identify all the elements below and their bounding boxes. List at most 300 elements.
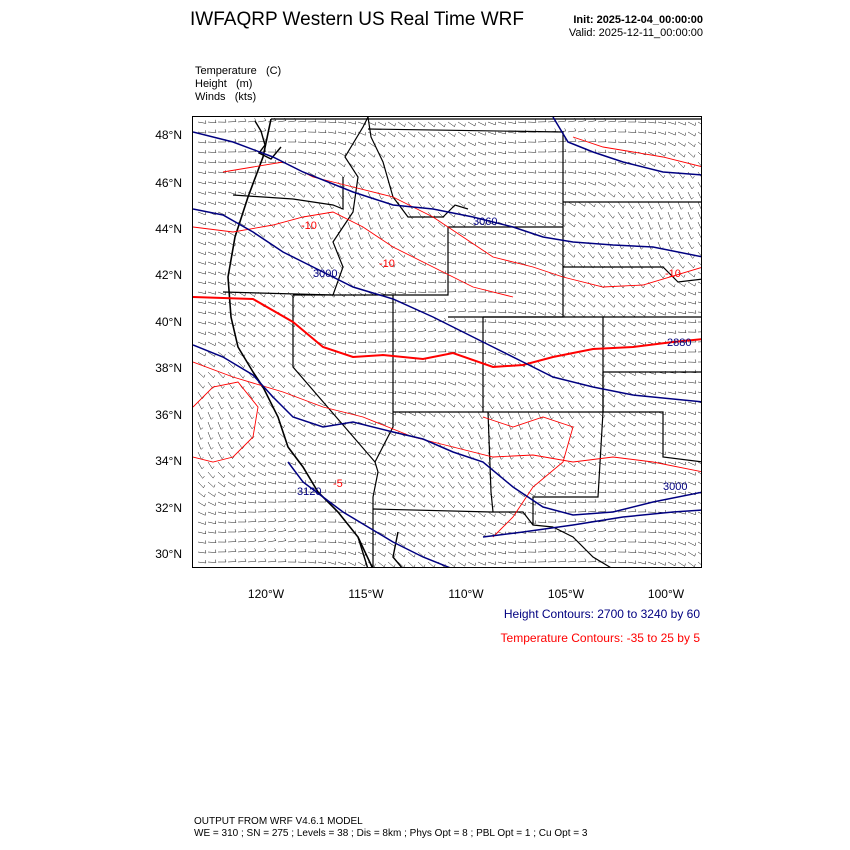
wind-barb [198, 160, 206, 163]
wind-barb [448, 472, 454, 479]
wind-barb [568, 392, 574, 399]
wind-barb [308, 162, 316, 165]
wind-barb [558, 322, 565, 326]
wind-barb [288, 242, 294, 249]
wind-barb [578, 171, 586, 174]
wind-barb [438, 422, 445, 428]
wind-barb [358, 350, 366, 353]
wind-barb [408, 328, 416, 332]
wind-barb [588, 481, 596, 484]
wind-barb [488, 142, 496, 145]
wind-barb [238, 312, 246, 316]
wind-barb [608, 292, 615, 298]
wind-barb [438, 542, 445, 547]
wind-barb [268, 412, 275, 418]
wind-barb [608, 362, 615, 367]
wind-barb [328, 120, 336, 123]
wind-barb [378, 482, 386, 485]
wind-barb [588, 192, 596, 196]
wind-barb [338, 322, 346, 325]
wind-barb [438, 242, 446, 246]
wind-barb [518, 462, 524, 469]
wind-barb [658, 302, 666, 306]
wind-barb [328, 141, 336, 144]
wind-barb [568, 272, 575, 277]
wind-barb [568, 332, 575, 337]
wind-barb [318, 232, 323, 239]
wind-barb [478, 270, 486, 273]
wind-barb [228, 422, 234, 429]
wind-barb [698, 122, 702, 126]
wind-barb [388, 422, 396, 426]
wind-barb [268, 518, 276, 522]
wind-barb [278, 182, 286, 185]
wind-barb [238, 272, 245, 276]
wind-barb [528, 222, 536, 225]
wind-barb [548, 539, 556, 542]
wind-barb [428, 392, 436, 395]
wind-barb [658, 121, 666, 124]
wind-barb [478, 182, 486, 186]
wind-barb [598, 452, 606, 456]
lon-label: 115°W [348, 587, 384, 601]
wind-barb [198, 560, 206, 563]
wind-barb [458, 372, 466, 375]
wind-barb [468, 142, 476, 146]
wind-barb [648, 510, 656, 513]
wind-barb [508, 281, 516, 284]
wind-barb [348, 262, 354, 269]
wind-barb [498, 242, 506, 245]
wind-barb [668, 412, 676, 415]
wind-barb [568, 292, 575, 297]
wind-barb [518, 222, 526, 225]
wind-barb [688, 172, 694, 179]
wind-barb [378, 182, 384, 189]
wind-barb [328, 490, 336, 493]
wind-barb [258, 528, 266, 532]
wind-barb [438, 482, 445, 488]
wind-barb [598, 172, 606, 175]
wind-barb [338, 302, 346, 306]
wind-barb [488, 372, 495, 377]
wind-barb [618, 489, 626, 492]
wind-barb [628, 140, 636, 143]
wind-barb [508, 331, 516, 334]
wind-barb [618, 172, 626, 176]
wind-barb [658, 351, 666, 354]
wind-barb [588, 392, 595, 398]
wind-barb [358, 391, 366, 394]
wind-barb [328, 252, 334, 259]
wind-barb [538, 332, 546, 336]
wind-barb [428, 262, 436, 265]
wind-barb [578, 128, 586, 132]
wind-barb [648, 232, 653, 240]
wind-barb [508, 300, 516, 303]
wind-barb [628, 302, 635, 307]
wind-barb [538, 160, 546, 163]
wind-barb [208, 252, 216, 255]
wind-barb [598, 252, 604, 259]
wind-barb [278, 272, 285, 278]
wind-barb [488, 261, 496, 264]
wind-barb [388, 122, 396, 126]
wind-barb [498, 551, 506, 554]
wind-barb [558, 500, 566, 503]
wind-barb [628, 471, 636, 474]
wind-barb [428, 402, 436, 406]
wind-barb [438, 532, 445, 537]
wind-barb [478, 351, 486, 354]
wind-barb [308, 352, 316, 356]
wind-barb [258, 242, 265, 248]
temperature-contour-label: -5 [333, 478, 343, 490]
wind-barb [388, 380, 396, 383]
wind-barb [538, 149, 546, 152]
wind-barb [258, 352, 265, 357]
wind-barb [218, 202, 226, 205]
wind-barb [448, 182, 455, 187]
wind-barb [638, 461, 646, 464]
wind-barb [498, 522, 506, 525]
wind-barb [558, 170, 566, 173]
wind-barb [438, 502, 445, 508]
wind-barb [588, 160, 596, 163]
wind-barb [428, 202, 435, 208]
map-panel[interactable] [192, 116, 702, 568]
wind-barb [498, 492, 505, 498]
wind-barb [638, 120, 646, 123]
wind-barb [618, 518, 626, 522]
wind-barb [608, 332, 615, 337]
wind-barb [458, 482, 464, 489]
wind-barb [408, 349, 416, 353]
wind-barb [688, 329, 696, 332]
wind-barb [508, 271, 516, 274]
wind-barb [248, 272, 255, 277]
wind-barb [468, 289, 476, 292]
wind-barb [598, 139, 606, 142]
wind-barb [318, 519, 326, 522]
wind-barb [468, 562, 476, 566]
wind-barb [688, 292, 696, 295]
wind-barb [498, 561, 506, 564]
wind-barb [278, 292, 285, 298]
wind-barb [598, 362, 605, 367]
wind-barb [388, 370, 396, 373]
wind-barb [448, 172, 455, 177]
wind-barb [448, 422, 455, 428]
wind-barb [508, 550, 516, 553]
wind-barb [458, 308, 466, 312]
wind-barb [198, 301, 206, 304]
wind-barb [668, 552, 676, 555]
wind-barb [318, 352, 326, 355]
wind-barb [688, 122, 696, 126]
wind-barb [658, 312, 666, 315]
wind-barb [388, 472, 396, 476]
wind-barb [528, 212, 536, 215]
wind-barb [568, 149, 576, 152]
wind-barb [688, 262, 695, 268]
wind-barb [698, 262, 702, 267]
wind-barb [578, 500, 586, 503]
wind-barb [598, 332, 605, 337]
ok-panhandle [603, 372, 702, 462]
wind-barb [248, 442, 255, 448]
wind-barb [558, 232, 565, 237]
wind-barb [618, 499, 626, 502]
wind-barb [418, 182, 425, 188]
variable-name: Winds [195, 91, 226, 103]
wind-barb [368, 502, 376, 505]
wind-barb [678, 282, 685, 287]
wind-barb [428, 299, 436, 302]
wind-barb [398, 319, 406, 322]
wind-barb [268, 422, 275, 428]
wind-barb [538, 362, 545, 368]
wind-barb [298, 140, 306, 143]
wind-barb [648, 490, 656, 493]
wind-barb [228, 529, 236, 532]
wind-barb [478, 261, 486, 264]
wind-barb [258, 282, 265, 287]
temperature-contour-label: -10 [665, 268, 681, 280]
wind-barb [618, 372, 626, 376]
wind-barb [698, 512, 702, 515]
wind-barb [638, 452, 646, 455]
wind-barb [308, 151, 316, 154]
wind-barb [438, 280, 446, 283]
wind-barb [318, 392, 326, 396]
wind-barb [208, 402, 214, 409]
wind-barb [668, 452, 676, 455]
wind-barb [548, 492, 556, 495]
wind-barb [658, 172, 665, 178]
wind-barb [238, 242, 245, 247]
wind-barb [488, 309, 496, 312]
wind-barb [558, 292, 565, 296]
wind-barb [618, 352, 626, 356]
wind-barb [548, 501, 556, 504]
wind-barb [628, 529, 636, 532]
wind-barb [458, 422, 464, 429]
wind-barb [278, 528, 286, 532]
wind-barb [698, 272, 702, 277]
wind-barb [658, 182, 664, 189]
wind-barb [218, 342, 226, 346]
wind-barb [488, 202, 496, 205]
wind-barb [648, 442, 656, 445]
wind-barb [518, 301, 526, 304]
wind-barb [428, 162, 435, 168]
wind-barb [418, 502, 425, 507]
wind-barb [198, 271, 206, 274]
wind-barb [358, 452, 366, 455]
wind-barb [408, 281, 416, 284]
wind-barb [648, 361, 656, 364]
wind-barb [678, 442, 686, 445]
wind-barb [538, 252, 546, 256]
wind-barb [558, 312, 565, 316]
wind-barb [238, 529, 246, 532]
variable-winds [195, 91, 256, 103]
wind-barb [558, 559, 566, 562]
wind-barb [368, 212, 373, 220]
wind-barb [218, 322, 226, 325]
wind-barb [428, 412, 435, 417]
wind-barb [398, 552, 405, 557]
wind-barb [448, 270, 456, 273]
wind-barb [238, 492, 246, 495]
wind-barb [498, 171, 506, 174]
wind-barb [638, 202, 644, 209]
wind-barb [258, 442, 265, 448]
wind-barb [368, 320, 376, 323]
wind-barb [308, 461, 316, 464]
wind-barb [488, 242, 496, 245]
wind-barb [238, 472, 245, 477]
wind-barb [258, 252, 265, 258]
wind-barb [418, 492, 425, 497]
wind-barb [598, 372, 605, 377]
wind-barb [458, 382, 466, 386]
wind-barb [318, 480, 326, 483]
wind-barb [428, 462, 435, 468]
wind-barb [368, 242, 374, 249]
wind-barb [408, 232, 415, 238]
wind-barb [588, 442, 595, 447]
wind-barb [658, 162, 665, 167]
wind-barb [668, 471, 676, 474]
wind-barb [678, 452, 686, 455]
wind-barb [288, 352, 295, 357]
wind-barb [208, 560, 216, 563]
wind-barb [498, 202, 506, 205]
wind-barb [278, 202, 285, 207]
wind-barb [678, 232, 683, 239]
wind-barb [298, 452, 306, 455]
wind-barb [308, 202, 315, 208]
wind-barb [578, 302, 585, 307]
wind-barb [338, 500, 346, 503]
wind-barb [198, 342, 206, 345]
wind-barb [428, 422, 435, 427]
wind-barb [568, 170, 576, 173]
wind-barb [428, 512, 435, 517]
wind-barb [368, 222, 373, 229]
lat-label: 38°N [155, 361, 182, 375]
wind-barb [488, 512, 495, 517]
wind-barb [498, 372, 505, 377]
wind-barb [398, 291, 406, 294]
wind-barb [298, 560, 306, 563]
wind-barb [558, 149, 566, 152]
wind-barb [268, 192, 276, 196]
wind-barb [318, 212, 324, 219]
wind-barb [358, 501, 366, 504]
wind-barb [338, 392, 346, 395]
wind-barb [588, 362, 595, 367]
wind-barb [558, 442, 564, 449]
wind-barb [308, 129, 316, 132]
wind-barb [548, 282, 556, 286]
wind-barb [408, 272, 416, 275]
wind-barb [628, 272, 634, 279]
wind-barb [448, 192, 455, 197]
wind-barb [218, 402, 224, 409]
wind-barb [578, 392, 585, 398]
wind-barb [618, 342, 626, 346]
wind-barb [558, 482, 566, 486]
wind-barb [358, 511, 366, 514]
wind-barb [408, 562, 415, 567]
wind-barb [218, 482, 225, 487]
wind-barb [388, 502, 396, 506]
wind-barb [528, 312, 536, 315]
wind-barb [418, 432, 425, 437]
wind-barb [388, 272, 396, 276]
wind-barb [298, 150, 306, 153]
wind-barb [198, 531, 206, 534]
wind-barb [318, 412, 326, 416]
wind-barb [478, 392, 485, 398]
wind-barb [218, 149, 226, 152]
wind-barb [348, 491, 356, 494]
wind-barb [438, 172, 445, 178]
wind-barb [578, 149, 586, 152]
wind-barb [198, 540, 206, 543]
wind-barb [658, 562, 666, 565]
wind-barb [408, 262, 416, 266]
wind-barb [238, 322, 246, 326]
wind-barb [478, 512, 485, 517]
wind-barb [548, 422, 554, 429]
wind-barb [468, 152, 476, 156]
wind-barb [418, 542, 425, 547]
wind-barb [448, 562, 455, 567]
wind-barb [468, 372, 476, 375]
wind-barb [398, 370, 406, 373]
wind-barb [598, 312, 605, 317]
wind-barb [538, 511, 546, 514]
wind-barb [588, 272, 595, 278]
wind-barb [508, 560, 516, 563]
wind-barb [358, 531, 366, 534]
wind-barb [688, 422, 696, 425]
wind-barb [598, 212, 605, 218]
wind-barb [218, 549, 226, 552]
wind-barb [578, 232, 585, 238]
wind-barb [278, 342, 285, 347]
wind-barb [678, 350, 686, 353]
wind-barb [538, 482, 545, 487]
wind-barb [318, 539, 326, 542]
wind-barb [648, 302, 655, 306]
wind-barb [538, 312, 546, 315]
lat-label: 32°N [155, 501, 182, 515]
wind-barb [608, 262, 614, 269]
wind-barb [288, 549, 296, 552]
wind-barb [428, 132, 435, 137]
wind-barb [318, 282, 325, 288]
wind-barb [518, 171, 526, 174]
init-time: Init: 2025-12-04_00:00:00 [573, 14, 703, 26]
wind-barb [298, 518, 306, 522]
wind-barb [358, 412, 366, 415]
wind-barb [648, 530, 656, 533]
